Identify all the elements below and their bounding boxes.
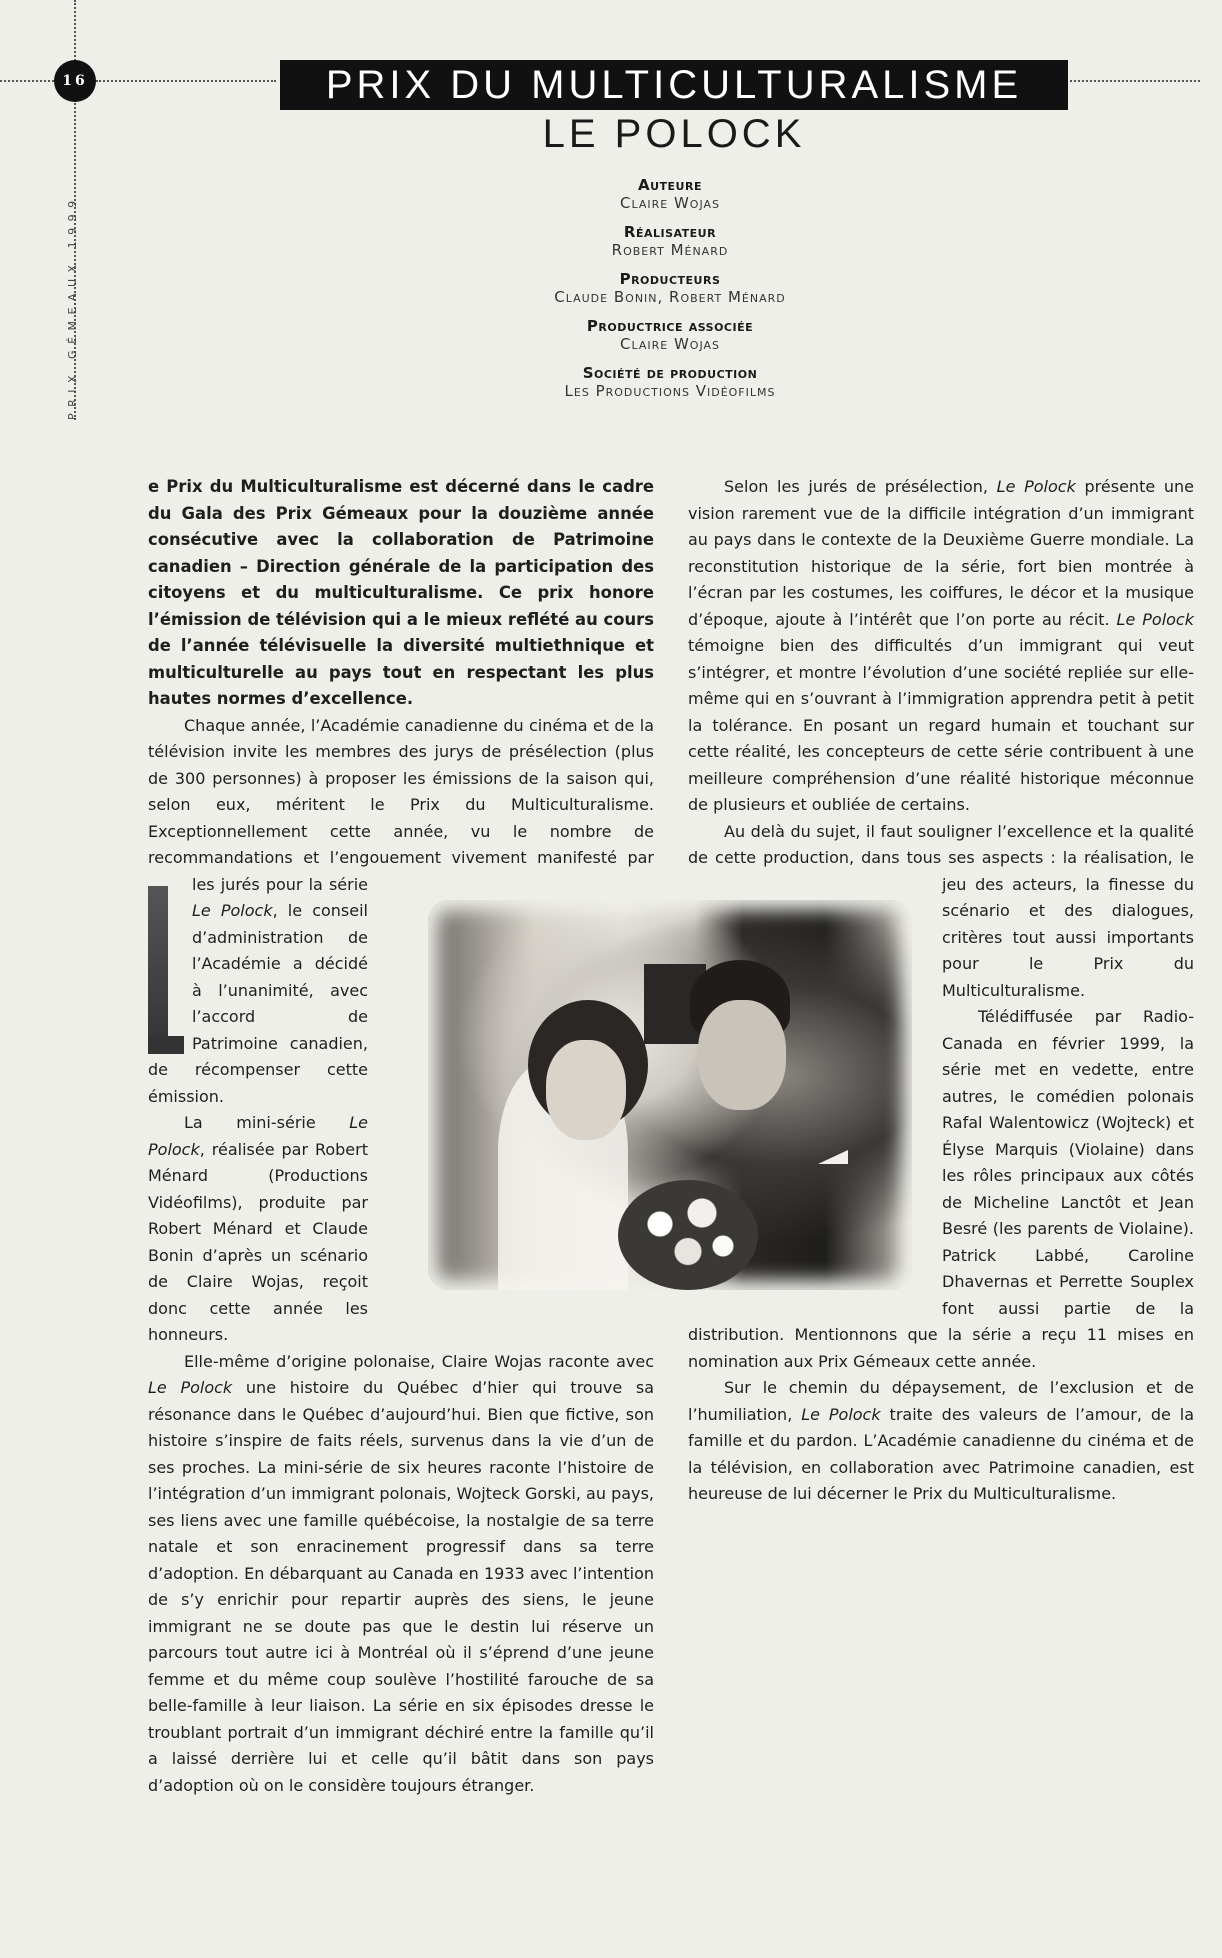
credit-name: Claire Wojas [619, 194, 721, 212]
credit-item [400, 270, 940, 307]
credit-item [400, 364, 940, 401]
section-title: PRIX DU MULTICULTURALISME [325, 62, 1023, 107]
paragraph: Sur le chemin du dépaysement, de l’exclusion et de l’humiliation, Le Polock traite des valeurs de l’amour, de la famille et du pardon. L’Académie canadienne du cinéma et de la télévision, en collaboration avec Patrimoine canadien, est heureuse de lui décerner le Prix du Multiculturalisme. [688, 1378, 1195, 1503]
show-title-italic: Le Polock [801, 1404, 881, 1424]
photo-wrap-area-right [688, 880, 942, 1320]
show-title-italic: Le Polock [148, 1113, 368, 1159]
credit-item [400, 317, 940, 354]
credit-role: Producteurs [619, 270, 721, 288]
show-title-italic: Le Polock [1116, 609, 1194, 629]
paragraph: Elle-même d’origine polonaise, Claire Wojas raconte avec Le Polock une histoire du Québec d’hier qui trouve sa résonance dans le Québec d’aujourd’hui. Bien que fictive, son histoire s’inspire de faits réels, survenus dans la vie d’un de ses proches. La mini-série de six heures raconte l’histoire de l’intégration d’un immigrant polonais, Wojteck Gorski, au pays, ses liens avec une famille québécoise, la nostalgie de sa terre natale et son enracinement progressif dans sa terre d’adoption. En débarquant au Canada en 1933 avec l’intention de s’y enrichir pour repartir auprès des siens, le jeune immigrant ne se doute pas que le destin lui réserve un parcours tout autre ici à Montréal où il s’éprend d’une jeune femme et du même coup soulève l’hostilité farouche de sa belle-famille à leur liaison. La série en six épisodes dresse le troublant portrait d’un immigrant déchiré entre la famille qu’il a laissé derrière lui et celle qu’il bâtit dans son pays d’adoption où on le considère toujours étranger. [148, 1351, 655, 1795]
credits-block [400, 176, 940, 411]
paragraph: Au delà du sujet, il faut souligner l’excellence et la qualité de cette production, dans tous ses aspects : la réalisation, le jeu des acteurs, la finesse du scénario et des dialogues, critères tout aussi importants pour le Prix du Multiculturalisme. [688, 821, 1194, 1000]
dotted-guide-middle [96, 80, 276, 82]
show-title: LE POLOCK [542, 112, 806, 156]
credit-item [400, 176, 940, 213]
credit-name: Robert Ménard [611, 241, 729, 259]
lead-paragraph: e Prix du Multiculturalisme est décerné dans le cadre du Gala des Prix Gémeaux pour la douzième année consécutive avec la collaboration de Patrimoine canadien – Direction générale de la participation des citoyens et du multiculturalisme. Ce prix honore l’émission de télévision qui a le mieux reflété au cours de l’année télévisuelle la diversité multiethnique et multiculturelle au pays tout en respectant les plus hautes normes d’excellence. [148, 477, 654, 708]
show-title-italic: Le Polock [192, 901, 273, 920]
credit-name: Claude Bonin, Robert Ménard [554, 288, 786, 306]
credit-role: Productrice associée [586, 317, 754, 335]
photo-wrap-area-left [368, 880, 654, 1300]
dotted-guide-right [1070, 80, 1200, 82]
side-caption: PRIX GÉMEAUX 1999 [66, 194, 79, 420]
paragraph: Selon les jurés de présélection, Le Polock présente une vision rarement vue de la difficile intégration d’un immigrant au pays dans le contexte de la Deuxième Guerre mondiale. La reconstitution historique de la série, fort bien montrée à l’écran par les costumes, les coiffures, le décor et la musique d’époque, ajoute à l’intérêt que l’on porte au récit. Le Polock témoigne bien des difficultés d’un immigrant qui veut s’intégrer, et montre l’évolution d’une société repliée sur elle-même qui en s’ouvrant à l’immigration apprendra petit à petit la tolérance. En posant un regard humain et touchant sur cette réalité, les concepteurs de cette série contribuent à une meilleure compréhension d’une réalité historique méconnue de plusieurs et oubliée de certains. [688, 477, 1195, 814]
credit-role: Société de production [582, 364, 758, 382]
page-number: 16 [62, 73, 88, 89]
show-title-italic: Le Polock [148, 1378, 233, 1397]
dropcap-l [148, 886, 184, 1054]
credit-item [400, 223, 940, 260]
paragraph: Chaque année, l’Académie canadienne du cinéma et de la télévision invite les membres des jurys de présélection (plus de 300 personnes) à proposer les émissions de la saison qui, selon eux, méritent le Prix du Multiculturalisme. Exceptionnellement cette année, vu le nombre de recommandations et l’engouement vivement manifesté par les jurés pour la série Le Polock, le conseil d’administration de l’Académie a décidé à l’unanimité, avec l’accord de Patrimoine canadien, de récompenser cette émission. [148, 715, 654, 1106]
credit-role: Auteure [638, 176, 702, 194]
show-title-italic: Le Polock [996, 477, 1076, 496]
paragraph: Télédiffusée par Radio-Canada en février 1999, la série met en vedette, entre autres, le comédien polonais Rafal Walentowicz (Wojteck) et Élyse Marquis (Violaine) dans les rôles principaux aux côtés de Micheline Lanctôt et Jean Besré (les parents de Violaine). Patrick Labbé, Caroline Dhavernas et Perrette Souplex font aussi partie de la distribution. Mentionnons que la série a reçu 11 mises en nomination aux Prix Gémeaux cette année. [688, 1007, 1194, 1371]
section-banner [280, 60, 1068, 110]
page-number-badge [54, 60, 96, 102]
credit-name: Claire Wojas [619, 335, 721, 353]
dotted-guide-left [0, 80, 54, 82]
article-column-right [688, 474, 1194, 1508]
paragraph: La mini-série Le Polock, réalisée par Robert Ménard (Productions Vidéofilms), produite par Robert Ménard et Claude Bonin d’après un scénario de Claire Wojas, reçoit donc cette année les honneurs. [148, 1113, 368, 1344]
credit-name: Les Productions Vidéofilms [564, 382, 776, 400]
article-column-left [148, 474, 654, 1799]
credit-role: Réalisateur [623, 223, 717, 241]
